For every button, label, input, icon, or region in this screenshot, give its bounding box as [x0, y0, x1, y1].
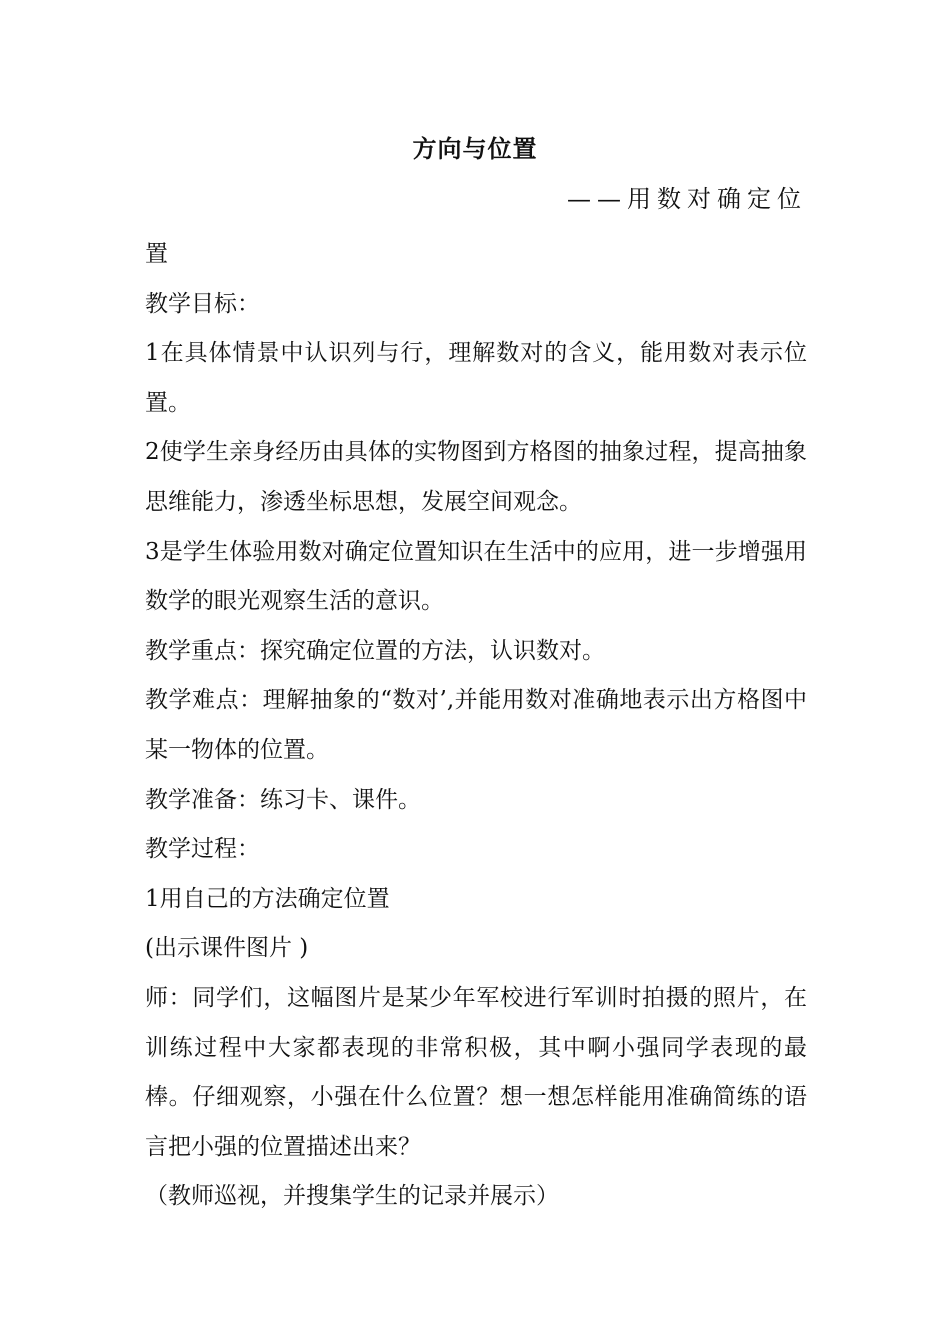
paragraph-objective-1: 1在具体情景中认识列与行，理解数对的含义，能用数对表示位置。	[145, 340, 807, 416]
paragraph-process-heading: 教学过程：	[145, 836, 260, 863]
paragraph-preparation: 教学准备：练习卡、课件。	[145, 786, 421, 813]
paragraph-step-1: 1用自己的方法确定位置	[145, 885, 390, 912]
paragraph-objective-2: 2使学生亲身经历由具体的实物图到方格图的抽象过程，提高抽象思维能力，渗透坐标思想，发展空间观念。	[145, 439, 807, 515]
paragraph-title-continuation: 置	[145, 241, 168, 267]
paragraph-show-slide: (出示课件图片 )	[145, 935, 309, 962]
paragraph-teacher-speech: 师：同学们，这幅图片是某少年军校进行军训时拍摄的照片，在训练过程中大家都表现的非常积极，其中啊小强同学表现的最棒。仔细观察，小强在什么位置？想一想怎样能用准确简练的语言把小强的位置描述出来？	[145, 984, 807, 1160]
document-subtitle: ——用数对确定位	[567, 185, 807, 213]
paragraph-teacher-action: （教师巡视，并搜集学生的记录并展示）	[145, 1183, 559, 1210]
document-body	[145, 230, 807, 1222]
paragraph-key-point: 教学重点：探究确定位置的方法，认识数对。	[145, 637, 605, 664]
paragraph-objective-3: 3是学生体验用数对确定位置知识在生活中的应用，进一步增强用数学的眼光观察生活的意识。	[145, 538, 807, 615]
paragraph-objectives-heading: 教学目标：	[145, 290, 260, 317]
paragraph-difficulty: 教学难点：理解抽象的“数对’,并能用数对准确地表示出方格图中某一物体的位置。	[145, 687, 807, 763]
document-title: 方向与位置	[412, 134, 538, 163]
